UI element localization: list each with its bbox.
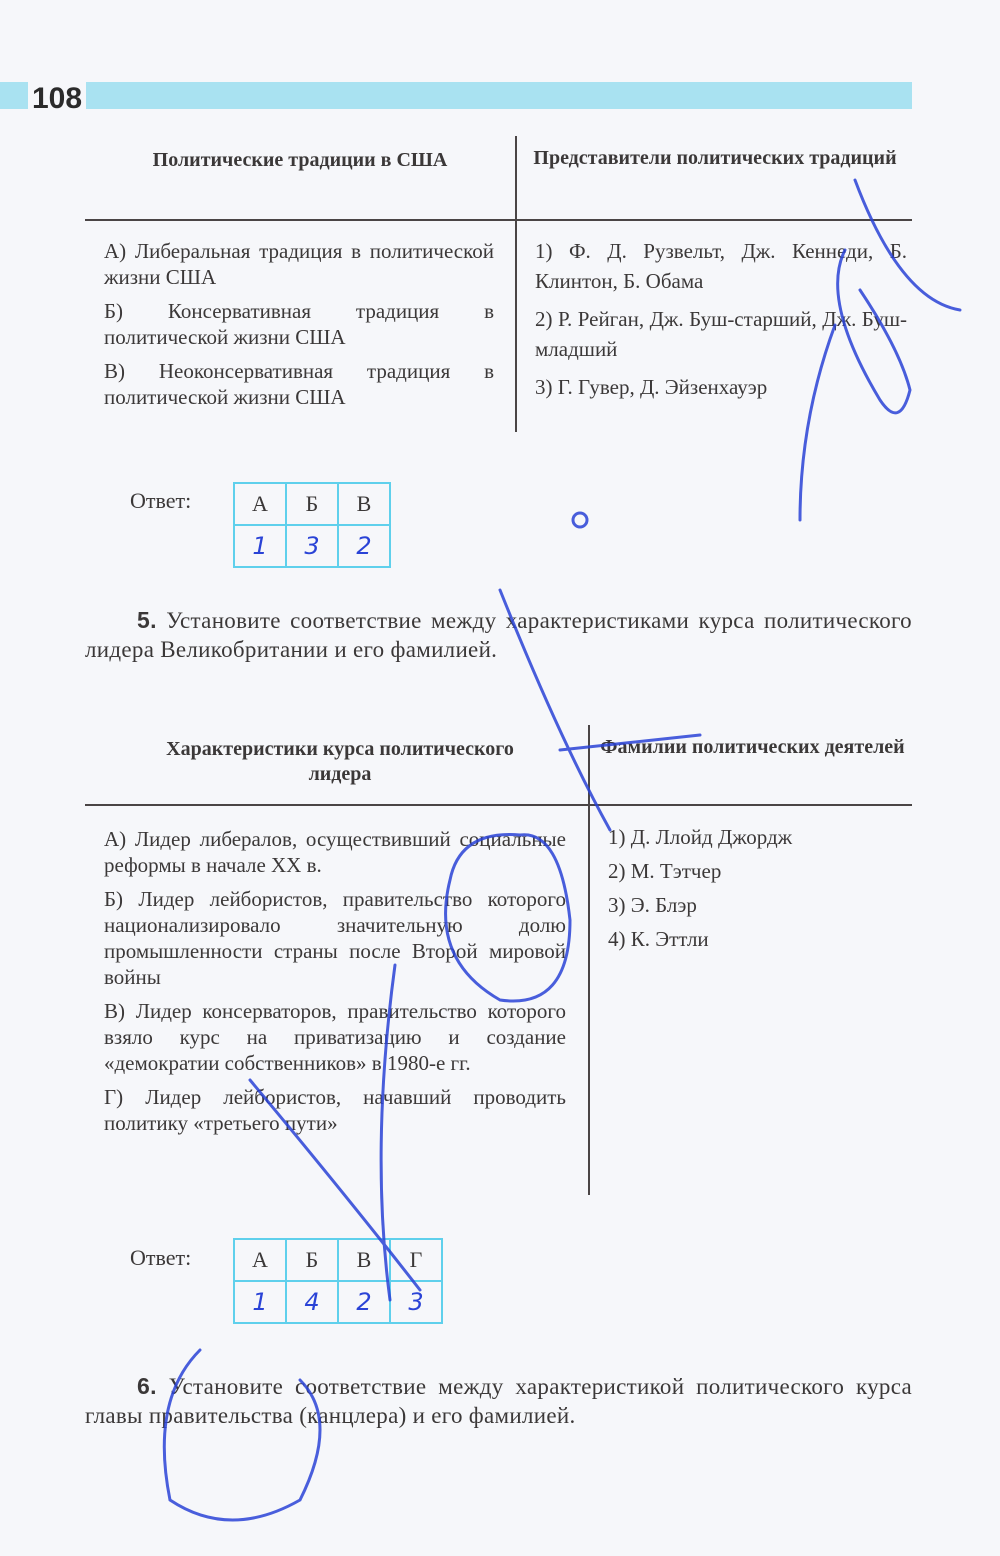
table1-left-item: А) Либеральная традиция в политической жизни США	[104, 239, 494, 289]
task6-number: 6.	[137, 1373, 157, 1399]
answer1-letter: В	[338, 483, 390, 525]
table1-left-item: В) Неоконсервативная традиция в политической жизни США	[104, 359, 494, 409]
answer1-grid	[233, 482, 391, 568]
task6-text: Установите соответствие между характеристикой политического курса главы правительства (канцлера) и его фамилией.	[85, 1374, 912, 1428]
answer2-grid	[233, 1238, 443, 1324]
answer1-value[interactable]: 2	[338, 525, 390, 567]
table2-right-item: 1) Д. Ллойд Джордж	[608, 825, 793, 849]
answer2-letter: Г	[390, 1239, 442, 1281]
table2-left-item: Г) Лидер лейбористов, начавший проводить политику «третьего пути»	[104, 1085, 566, 1135]
table2-right-item: 3) Э. Блэр	[608, 893, 697, 917]
table2-left-item: А) Лидер либералов, осуществивший социальные реформы в начале XX в.	[104, 827, 566, 877]
answer2-letter: В	[338, 1239, 390, 1281]
table2-left-item: В) Лидер консерваторов, правительство которого взяло курс на приватизацию и создание «демократии собственников» в 1980-е гг.	[104, 999, 566, 1075]
table2-left-column	[104, 826, 566, 1144]
task5-text: Установите соответствие между характеристиками курса политического лидера Великобритании и его фамилией.	[85, 608, 912, 662]
page-number: 108	[28, 82, 86, 116]
answer2-value[interactable]: 1	[234, 1281, 286, 1323]
answer2-value[interactable]: 3	[390, 1281, 442, 1323]
table2-left-item: Б) Лидер лейбористов, правительство которого национализировало значительную долю промышленности страны после Второй мировой войны	[104, 887, 566, 989]
table2-divider	[85, 804, 912, 806]
answer1-value[interactable]: 3	[286, 525, 338, 567]
table1-right-item: 1) Ф. Д. Рузвельт, Дж. Кеннеди, Б. Клинтон, Б. Обама	[535, 239, 907, 293]
task6	[85, 1372, 912, 1430]
table1-left-item: Б) Консервативная традиция в политической жизни США	[104, 299, 494, 349]
answer1-value[interactable]: 1	[234, 525, 286, 567]
scribble-stroke	[573, 513, 587, 527]
table1-divider	[85, 219, 912, 221]
table1-header-left: Политические традиции в США	[152, 149, 448, 171]
answer2-value[interactable]: 2	[338, 1281, 390, 1323]
answer1-letter: Б	[286, 483, 338, 525]
table1-left-column	[104, 238, 494, 418]
table1-header-right: Представители политических традиций	[533, 147, 897, 169]
answer2-value[interactable]: 4	[286, 1281, 338, 1323]
answer2-letter: Б	[286, 1239, 338, 1281]
table1-right-column	[535, 236, 907, 410]
table1-right-item: 3) Г. Гувер, Д. Эйзенхауэр	[535, 375, 768, 399]
answer1-label: Ответ:	[130, 488, 192, 513]
table2-right-column	[608, 824, 908, 960]
table2-header-right: Фамилии политических деятелей	[600, 736, 905, 758]
page-header-bar	[0, 82, 912, 109]
task5	[85, 606, 912, 664]
table2-right-item: 2) М. Тэтчер	[608, 859, 722, 883]
table2-right-item: 4) К. Эттли	[608, 927, 709, 951]
answer1-letter: А	[234, 483, 286, 525]
table1-right-item: 2) Р. Рейган, Дж. Буш-старший, Дж. Буш-младший	[535, 307, 907, 361]
table2-header-left: Характеристики курса политического лидера	[166, 738, 514, 785]
table2-column-divider	[588, 725, 590, 1195]
answer2-letter: А	[234, 1239, 286, 1281]
task5-number: 5.	[137, 607, 157, 633]
table1-column-divider	[515, 136, 517, 432]
answer2-label: Ответ:	[130, 1245, 192, 1270]
